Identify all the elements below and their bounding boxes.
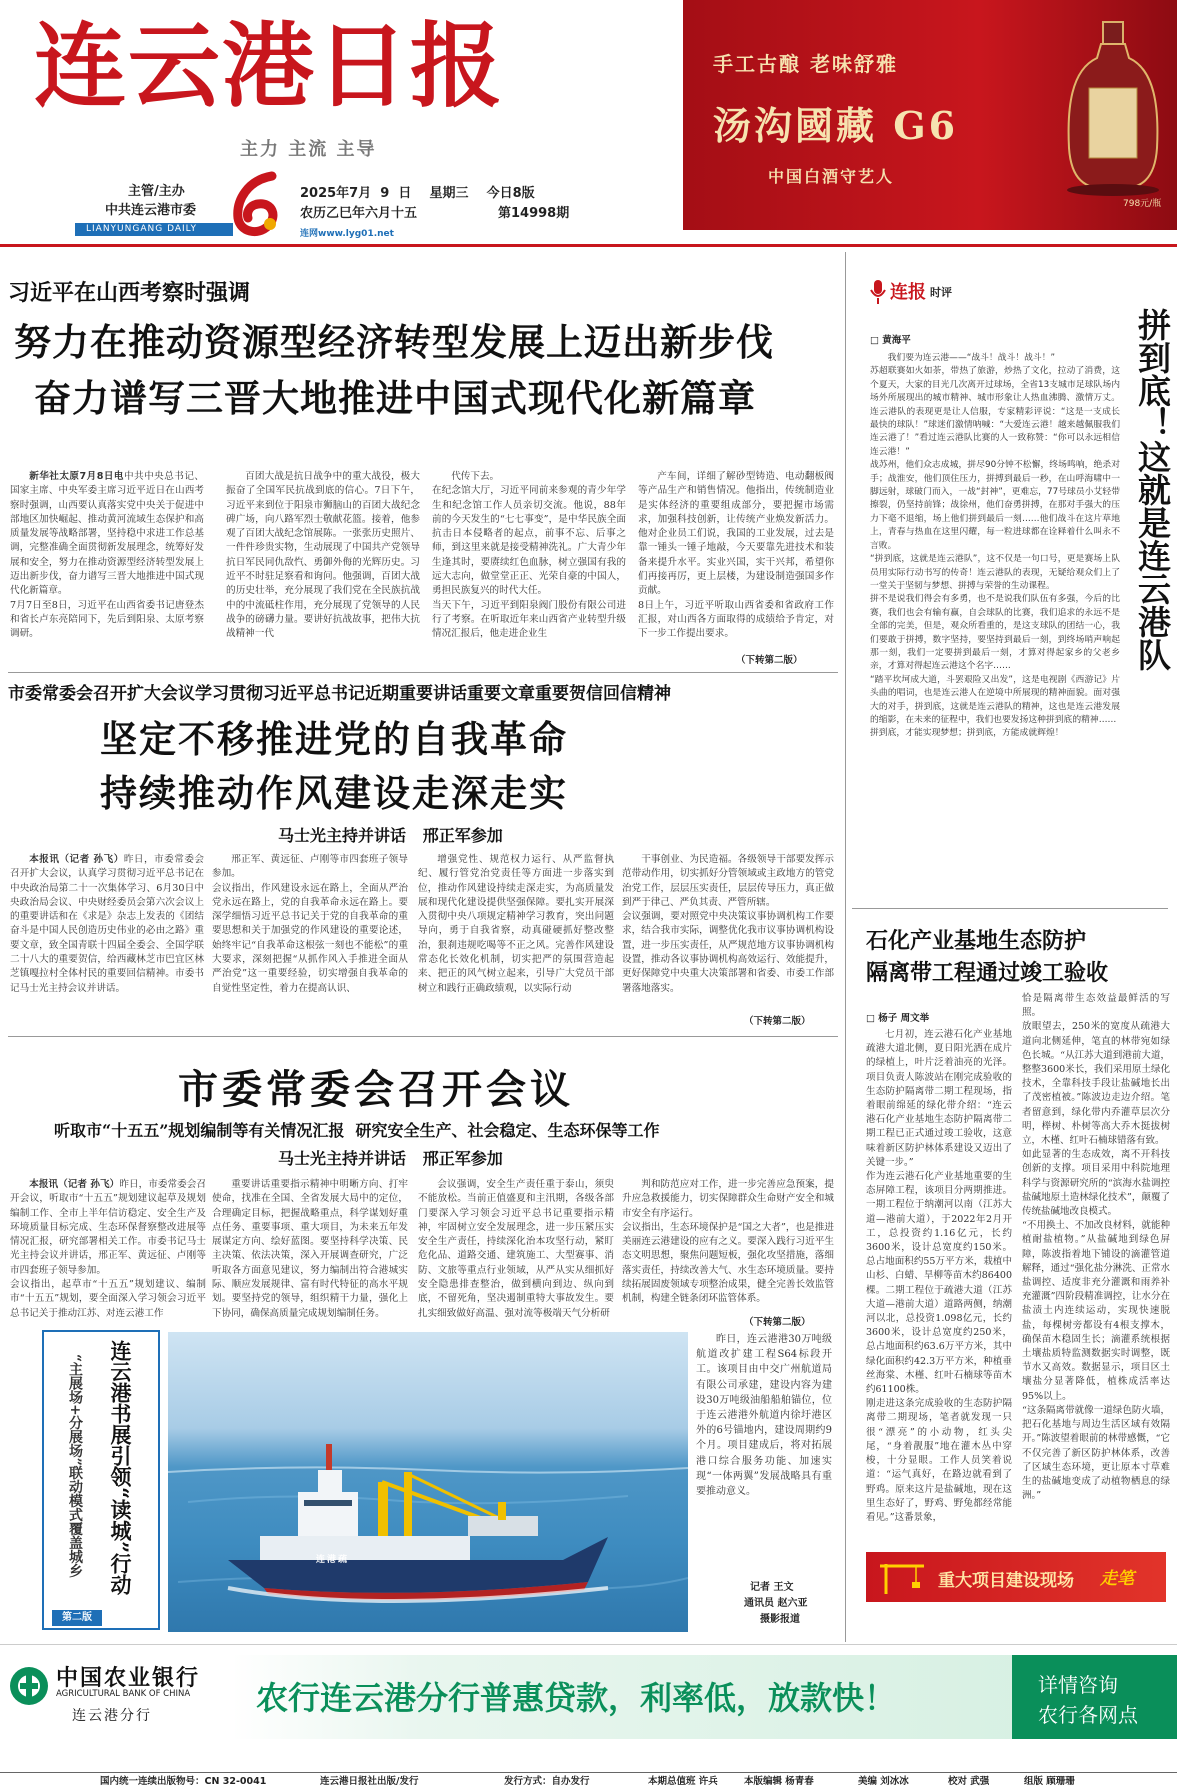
story2-dateline: 本报讯（记者 孙飞） (29, 854, 124, 865)
bank-branch: 连云港分行 (72, 1708, 152, 1724)
ad-consult-panel (1012, 1655, 1177, 1739)
lead-col-4: 产车间，详细了解砂型铸造、电动翻板阀等产品生产和销售情况。他指出，传统制造业是实体经济的重要组成部分，要把握市场需求，加强科技创新，让传统产业焕发新活力。他对企业员工们说，我国的工业发展，过去是靠一锤头一锤子地敲，今天要靠先进技术和装备来提升水平。实业兴国，实干兴邦，希望你们再接再厉，更上层楼，为建设制造强国多作贡献。 8日上午，习近平听取山西省委和省政府工作汇报，对山西各方面取得的成绩给予肯定，对下一步工作提出要求。 (638, 471, 834, 640)
lead-headline-1: 努力在推动资源型经济转型发展上迈出新步伐 (14, 321, 774, 364)
abc-logo-icon (8, 1665, 50, 1707)
commentary-badge (870, 278, 960, 306)
story2-continued[interactable]: （下转第二版） (744, 1016, 811, 1027)
story2-col-3: 增强党性、规范权力运行、从严监督执纪、履行管党治党责任等方面进一步落实到位，推动作风建设持续走深走实，为高质量发展和现代化建设提供坚强保障。要扎实开展深入贯彻中央八项规定精神学习教育，突出问题导向，勇于自我省察，动真碰硬抓好整改整治，狠刹违规吃喝等不正之风。完善作风建设常态化长效化机制，切实把严的氛围营造起来、把正的风气树立起来，引导广大党员干部树立和践行正确政绩观，以实际行动 (418, 854, 614, 994)
bank-name-en: AGRICULTURAL BANK OF CHINA (56, 1689, 191, 1699)
eco-headline-2: 隔离带工程通过竣工验收 (866, 961, 1109, 986)
story2-kicker: 市委常委会召开扩大会议学习贯彻习近平总书记近期重要讲话重要文章重要贺信回信精神 (8, 684, 671, 704)
footer-item-3: 发行方式：自办发行 (504, 1776, 590, 1787)
story3-col-1-text: 昨日，市委常委会召开会议，听取市“十五五”规划建议起草及规划编制工作、全市上半年信访稳定、安全生产及环境质量目标完成、生态环保督察整改进展等情况汇报，研究部署相关工作。市委书记马士光主持会议并讲话，邢正军、黄远征、卢刚等市四套班子领导参加。 会议指出，起草市“十五五”规划建议、编制市“十五五”规划，要全面深入学习领会习近平总书记关于推动江苏、对连云港工作 (10, 1179, 206, 1319)
footer-item-7: 校对 武强 (948, 1776, 990, 1787)
story2-col-1 (10, 853, 204, 1031)
story2-headline-1: 坚定不移推进党的自我革命 (100, 718, 568, 761)
bank-name-cn: 中国农业银行 (56, 1665, 201, 1691)
lead-col-3: 代传下去。 在纪念馆大厅，习近平同前来参观的青少年学生和纪念馆工作人员亲切交流。他说，88年前的今天发生的“七七事变”，是中华民族全面抗击日本侵略者的起点，前事不忘、后事之师，到这里来就是接受精神洗礼。广大青少年生逢其时，要赓续红色血脉，树立强国有我的远大志向，做堂堂正正、光荣自豪的中国人，勇担民族复兴的时代大任。 当天下午，习近平到阳泉阀门股份有限公司进行了考察。在听取近年来山西省产业转型升级情况汇报后，他走进企业生 (432, 471, 626, 640)
footer-item-8: 组版 顾珊珊 (1024, 1776, 1075, 1787)
ad-slogan-panel (232, 1655, 1177, 1739)
footer-item-4: 本期总值班 许兵 (648, 1776, 718, 1787)
liquor-ad[interactable] (683, 0, 1177, 230)
lead-continued[interactable]: （下转第二版） (736, 655, 803, 666)
bank-ad[interactable] (0, 1644, 1177, 1768)
lead-col-2: 百团大战是抗日战争中的重大战役，极大振奋了全国军民抗战到底的信心。7日下午，习近平来到位于阳泉市狮脑山的百团大战纪念碑广场，向八路军烈士敬献花篮。接着，他参观了百团大战纪念馆展陈。一张张历史照片、一件件珍贵实物，生动展现了中国共产党领导抗日军民同仇敌忾、勇御外侮的光辉历史。习近平不时驻足察看和询问。他强调，百团大战的历史壮举，充分展现了我们党在全民族抗战中的中流砥柱作用，充分展现了党领导的人民战争的磅礴力量。要讲好抗战故事，把伟大抗战精神一代 (226, 471, 420, 640)
microphone-icon (870, 280, 886, 304)
commentary-badge-text: 连报 (890, 282, 926, 303)
anniversary-logo (228, 170, 286, 240)
slogan: 主力 主流 主导 (240, 139, 377, 160)
lead-col-1-text: 中共中央总书记、国家主席、中央军委主席习近平近日在山西考察时强调，山西要认真落实党中央关于促进中部地区加快崛起、推动黄河流域生态保护和高质量发展等战略部署，坚持稳中求进工作总基调，完整准确全面贯彻新发展理念，统筹好发展和安全，努力在推动资源型经济转型发展上迈出新步伐，奋力谱写三晋大地推进中国式现代化新篇章。 7月7日至8日，习近平在山西省委书记唐登杰和省长卢东亮陪同下，先后到阳泉、太原考察调研。 (10, 471, 204, 640)
project-banner-tail: 走笔 (1100, 1569, 1134, 1589)
ad-price: 798元/瓶 (1123, 199, 1162, 209)
ad-line3: 中国白酒守艺人 (768, 167, 895, 186)
ad-line1: 手工古酿 老味舒雅 (713, 52, 898, 76)
photo-credit-3: 摄影报道 (760, 1614, 800, 1625)
website-link[interactable]: 连网www.lyg01.net (300, 229, 394, 239)
eco-headline-1: 石化产业基地生态防护 (866, 929, 1087, 954)
commentary-body: 我们要为连云港——“战斗！战斗！战斗！” 苏超联赛如火如荼，带热了旅游，炒热了文化，拉动了消费，这个夏天，大家的目光几次离开过球场，全省13支城市足球队场内场外所展现出的城市精神、城市形象让人热血沸腾、激情万丈。连云港队的表现更是让人信服，专家精彩评说：“这是一支成长最快的球队！”球迷们激情呐喊：“大爱连云港！越来越佩服我们连云港了！”看过连云港队比赛的人一致称赞：“你可以永远相信连云港！” 战苏州，他们众志成城，拼尽90分钟不松懈，终场鸣响，绝杀对手；战淮安，他们顶住压力，拼搏到最后一秒，在山呼海啸中一脚远射，球破门而入，一战“封神”，更难忘，77号球员小艾轻带擦裂，仍坚持前锋；战徐州，他们奋勇拼搏，在那对手强大的压力下毫不退缩，场上他们拼到最后一刻……他们战斗在这片草地上，青春与热血在这里闪耀，每一粒进球都在诠释着什么叫永不言败。 “拼到底，这就是连云港队”，这不仅是一句口号，更是赛场上队员用实际行动书写的传奇！连云港队的表现，无疑给观众们上了一堂关于坚韧与梦想、拼搏与荣誉的生动课程。 拼不是说我们得会有多勇，也不是说我们队伍有多强，今后的比赛，我们也会有输有赢，自会球队的比赛，我们追求的永远不是全部的完美，但是，观众所看重的，是这支球队的团结一心，我们要敢于拼搏，数字坚持，要坚持到最后一刻，到终场哨声响起那一刻，我们一定要拼到最后一刻，才算对得起家乡的父老乡亲，才算对得起连云港这个名字…… “踏平坎坷成大道，斗罢艰险又出发”，这是电视剧《西游记》片头曲的唱词，也是连云港人在逆境中所展现的精神面貌。面对强大的对手，拼到底，这就是连云港队的精神，这也是连云港发展的缩影，在未来的征程中，我们也要发扬这种拼到底的精神…… 拼到底，才能实现梦想；拼到底，方能成就辉煌！ (870, 353, 1120, 739)
commentary-author: □ 黄海平 (870, 335, 911, 346)
divider-2 (8, 1036, 838, 1037)
ad-brand: 汤沟國藏 G6 (713, 103, 959, 148)
eco-col-2: 恰是隔离带生态效益最鲜活的写照。 放眼望去，250米的宽度从疏港大道向北侧延伸，笔直的林带宛如绿色长城。“从江苏大道到港前大道，整整3600米长，我们采用原土绿化技术，全靠科技手段让盐碱地长出了茂密植被。”陈波边走边介绍。笔者留意到，绿化带内乔灌草层次分明，榉树、朴树等高大乔木挺拔树立，木槿、红叶石楠球错落有致。 如此显著的生态成效，离不开科技创新的支撑。项目采用中科院地理科学与资源研究所的“滨海水盐调控盐碱地原土造林绿化技术”，颠覆了传统盐碱地改良模式。 “不用换土、不加改良材料，就能种植耐盐植物。”从盐碱地到绿色屏障，陈波指着地下铺设的滴灌管道解释，通过“强化盐分淋洗、正常水盐调控、适度非充分灌溉和雨养补充灌溉”四阶段精准调控，让水分在盐渍土内连续运动，实现快速脱盐，每棵树旁都设有4根支撑木，确保苗木稳固生长；滴灌系统根据土壤盐质特监测数据实时调整，既节水又高效。数据显示，项目区土壤盐分显著降低，植株成活率达95%以上。 “这条隔离带就像一道绿色防火墙，把石化基地与周边生活区域有效隔开。”陈波望着眼前的林带感慨，“它不仅完善了新区防护林体系，改善了区域生态环境，更让原本寸草难生的盐碱地变成了动植物栖息的绿洲。” (1022, 993, 1170, 1502)
book-fair-teaser[interactable] (42, 1330, 160, 1630)
project-banner[interactable] (866, 1552, 1166, 1602)
story3-subtitle-1: 听取市“十五五”规划编制等有关情况汇报 研究安全生产、社会稳定、生态环保等工作 (54, 1121, 660, 1140)
masthead (0, 0, 680, 239)
photo-credit-1: 记者 王文 (750, 1582, 794, 1593)
story3-col-3: 会议强调，安全生产责任重于泰山，须臾不能放松。当前正值盛夏和主汛期，各级各部门要深入学习领会习近平总书记重要指示精神，牢固树立安全发展理念，进一步压紧压实安全生产责任，持续深化治本攻坚行动，紧盯危化品、道路交通、建筑施工、大型赛事、消防、文旅等重点行业领域，从严从实从细抓好安全隐患排查整治，做到横向到边、纵向到底，不留死角，坚决遏制重特大事故发生。要扎实细致做好高温、强对流等极端天气分析研 (418, 1179, 614, 1319)
commentary (852, 252, 1177, 902)
story3-col-1 (10, 1178, 206, 1328)
divider-1 (8, 672, 838, 673)
story3-col-2: 重要讲话重要指示精神中明晰方向、打牢使命，找准在全国、全省发展大局中的定位，合理确定目标，把握战略重点，科学谋划好重点任务、重要事项、重大项目，为未来五年发展谋定方向、绘好蓝图。要坚持科学决策、民主决策、依法决策，深入开展调查研究，广泛听取各方面意见建议，努力编制出符合港城实际、顺应发展规律、富有时代特征的高水平规划。要坚持党的领导，组织精干力量，强化上下协同，确保高质量完成规划编制任务。 (212, 1179, 408, 1319)
right-column-rule (845, 252, 846, 1642)
footer (0, 1772, 1177, 1792)
book-fair-title: 连云港书展引领“读城”行动 (108, 1340, 133, 1596)
lead-dateline: 新华社太原7月8日电 (29, 471, 124, 482)
dredger-ship-icon (168, 1332, 688, 1632)
story2-subtitle: 马士光主持并讲话 邢正军参加 (278, 826, 503, 845)
eco-belt-story (852, 912, 1177, 1632)
commentary-badge-sub: 时评 (930, 286, 952, 299)
eco-col-1: 七月初，连云港石化产业基地疏港大道北侧，夏日阳光洒在成片的绿植上，叶片泛着油亮的光泽。项目负责人陈波站在刚完成验收的生态防护隔离带二期工程现场，指着眼前绵延的绿化带介绍：“连云港石化产业基地生态防护隔离带二期工程已正式通过竣工验收，这意味着新区防护林体系建设又迈出了关键一步。” 作为连云港石化产业基地重要的生态屏障工程，该项目分两期推进。一期工程位于纳潮河以南（江苏大道—港前大道），于2022年2月开工，总投资约1.16亿元，长约3600米，设计总宽度约150米。总占地面积约55万平方米，栽植中山杉、白蜡、旱柳等苗木约86400棵。二期工程位于疏港大道（江苏大道—港前大道）道路两侧，纳潮河以北，总投资1.098亿元，长约3600米，设计总宽度约250米，总占地面积约63.6万平方米，其中绿化面积约42.3万平方米，种植垂丝海棠、木槿、红叶石楠球等苗木约61100株。 刚走进这条完成验收的生态防护隔离带二期现场，笔者就发现一只很“漂亮”的小动物，红头尖尾，“身着靓服”地在灌木丛中穿梭，十分显眼。工作人员笑着说道：“运气真好，在路边就看到了野鸡。原来这片是盐碱地，现在这里生态好了，野鸡、野兔都经常能看见。”这番景象， (866, 1029, 1012, 1523)
story3-subtitle-2: 马士光主持并讲话 邢正军参加 (278, 1149, 503, 1168)
lead-col-1 (10, 470, 204, 670)
see-page-two-badge[interactable]: 第二版 (52, 1610, 102, 1626)
newspaper-title: 连云港日报 (34, 12, 505, 120)
story3-col-4: 判和防范应对工作，进一步完善应急预案，提升应急救援能力，切实保障群众生命财产安全和城市安全有序运行。 会议指出，生态环境保护是“国之大者”，也是推进美丽连云港建设的应有之义。要深入践行习近平生态文明思想，聚焦问题短板，强化攻坚措施，落细落实责任，持续改善大气、水生态环境质量。要持续拓展固废领域专项整治成果，健全完善长效监管机制，构建全链条闭环监管体系。 (622, 1179, 834, 1305)
port-photo (168, 1332, 688, 1632)
masthead-rule (0, 244, 1177, 247)
photo-caption: 昨日，连云港港30万吨级航道改扩建工程S64标段开工。该项目由中交广州航道局有限公司承建，建设内容为建设30万吨级油船船舶锚位，位于连云港港外航道内徐圩港区外的6号锚地内，建设周期约9个月。项目建成后，将对拓展港口综合服务功能、加速实现“一体两翼”发展战略具有重要推动意义。 (696, 1334, 832, 1498)
ad-slogan: 农行连云港分行普惠贷款，利率低，放款快！ (256, 1679, 897, 1717)
lunar-date: 农历乙巳年六月十五 (300, 206, 418, 221)
commentary-title: 拼到底！这就是连云港队 (1133, 308, 1172, 671)
liquor-bottle-icon (1063, 18, 1163, 198)
footer-item-1: 国内统一连续出版物号：CN 32-0041 (100, 1776, 267, 1787)
book-fair-subtitle: “主展场+分展场”联动模式覆盖城乡 (67, 1354, 83, 1578)
story2-col-1-text: 昨日，市委常委会召开扩大会议，认真学习贯彻习近平总书记在中央政治局第二十一次集体学习、6月30日中央政治局会议、中央财经委员会第六次会议上的重要讲话和在《求是》杂志上发表的《团结奋斗是中国人民创造历史伟业的必由之路》重要文章，致全国青联十四届全委会、全国学联二十八大的重要贺信，给西藏林芝市巴宜区林芝镇嘎拉村全体村民的重要回信精神。市委书记马士光主持会议并讲话。 (10, 854, 204, 994)
sponsor: 中共连云港市委 (105, 203, 197, 218)
footer-item-2: 连云港日报社出版/发行 (320, 1776, 419, 1787)
story2-col-4: 干事创业、为民造福。各级领导干部要发挥示范带动作用，切实抓好分管领域或主政地方的管党治党工作，层层压实责任，层层传导压力，真正做到严于律己、严负其责、严管所辖。 会议强调，要对照党中央决策议事协调机构工作要求，结合我市实际，调整优化我市议事协调机构设置，进一步压实责任，从严规范地方议事协调机构设置，推动各议事协调机构高效运行、效能提升，更好保障党中央重大决策部署和省委、市委工作部署落地落实。 (622, 854, 834, 994)
issue-number: 第14998期 (498, 206, 570, 221)
lead-story (0, 250, 842, 670)
standing-committee-story (0, 675, 842, 1045)
project-banner-text: 重大项目建设现场 (938, 1571, 1074, 1591)
sponsor-label: 主管/主办 (128, 184, 185, 199)
photo-credit-2: 通讯员 赵六亚 (744, 1598, 808, 1609)
crane-icon (876, 1560, 928, 1594)
story3-continued[interactable]: （下转第二版） (744, 1317, 811, 1328)
footer-item-5: 本版编辑 杨青春 (744, 1776, 814, 1787)
hull-text: 连港疏 (316, 1555, 350, 1565)
lead-kicker: 习近平在山西考察时强调 (8, 280, 251, 306)
footer-item-6: 美编 刘冰冰 (858, 1776, 909, 1787)
eco-byline: □ 杨子 周文举 (866, 1013, 930, 1024)
lead-headline-2: 奋力谱写三晋大地推进中国式现代化新篇章 (34, 377, 756, 420)
pinyin: LIANYUNGANG DAILY (86, 224, 197, 234)
ad-consult-1: 详情咨询 (1038, 1673, 1118, 1697)
story2-headline-2: 持续推动作风建设走深走实 (100, 772, 568, 815)
committee-meeting-story (0, 1038, 842, 1328)
story3-dateline: 本报讯（记者 孙飞） (29, 1179, 120, 1190)
ad-consult-2: 农行各网点 (1038, 1703, 1138, 1727)
issue-date: 2025年7月 9 日 星期三 今日8版 (300, 186, 535, 201)
divider-right (852, 908, 1168, 909)
story3-headline: 市委常委会召开会议 (178, 1067, 574, 1113)
story2-col-2: 邢正军、黄远征、卢刚等市四套班子领导参加。 会议指出，作风建设永远在路上，全面从严治党永远在路上，党的自我革命永远在路上。要深学细悟习近平总书记关于党的自我革命的重要思想和关于加强党的作风建设的重要论述，始终牢记“自我革命这根弦一刻也不能松”的重大要求，深刻把握“从抓作风入手推进全面从严治党”这一重要经验，切实增强自我革命的自觉性坚定性，着力在提高认识、 (212, 854, 408, 994)
